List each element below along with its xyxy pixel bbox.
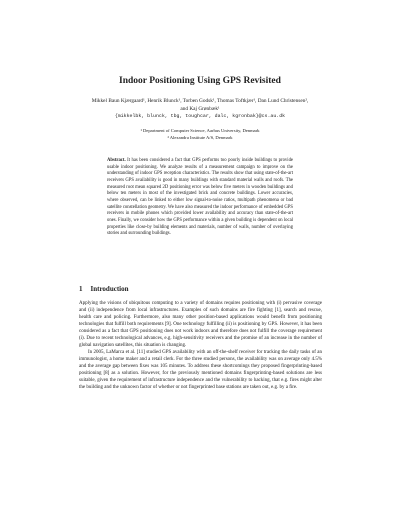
author-list: Mikkel Baun Kjærgaard¹, Henrik Blunck¹, Torben Godsk¹, Thomas Toftkjær¹, Dan Lund Christensen², and Kaj Grønbæk¹ — [91, 98, 309, 112]
affiliation-2: ² Alexandra Institute A/S, Denmark — [167, 134, 233, 140]
body-text — [79, 300, 322, 391]
paragraph: Applying the visions of ubiquitous computing to a variety of domains requires positioning with (i) pervasive coverage and (ii) independence from local infrastructures. Examples of such domains are fire fighting [1], search and rescue, health care and policing. Furthermore, also many other position-based applications would benefit from positioning technologies that fulfill both requirements [9]. One technology fulfilling (ii) is positioning by GPS. However, it has been considered as a fact that GPS positioning does not work indoors and therefore does not fulfill the coverage requirement (i). Due to recent technological advances, e.g. high-sensitivity receivers and the promise of an increase in the number of global navigation satellites, this situation is changing. — [79, 301, 322, 348]
author-emails: {mikkelbk, blunck, tbg, toughcar, dalc, kgronbak}@cs.au.dk — [114, 114, 286, 119]
paragraph: In 2005, LaMarca et al. [11] studied GPS availability with an off-the-shelf receiver for tracking the daily tasks of an immunologist, a home maker and a retail clerk. For the three studied persons, the availability was on average only 4.5% and the average gap between fixes was 105 minutes. To address these shortcomings they proposed fingerprinting-based positioning [8] as a solution. However, for the previously mentioned domains fingerprinting-based solutions are less suitable, given the requirement of infrastructure independence and the vulnerability to hacking, that e.g. fires might alter the building and the unknown factor of whether or not fingerprinted base stations are taken out, e.g. by a fire. — [79, 350, 322, 390]
affiliation-1: ¹ Department of Computer Science, Aarhus University, Denmark — [140, 128, 260, 133]
paper-title: Indoor Positioning Using GPS Revisited — [119, 76, 281, 86]
section-heading — [79, 285, 137, 293]
affiliations — [88, 128, 312, 141]
abstract — [107, 158, 293, 238]
abstract-text: It has been considered a fact that GPS performs too poorly inside buildings to provide usable indoor positioning. We analyze results of a measurement campaign to improve on the understanding of indoor GPS reception characteristics. The results show that using state-of-the-art receivers GPS availability is good in many buildings with standard material walls and roofs. The measured root mean squared 2D positioning error was below five meters in wooden buildings and below ten meters in most of the investigated brick and concrete buildings. Lower accuracies, where observed, can be linked to either low signal-to-noise ratios, multipath phenomena or bad satellite constellation geometry. We have also measured the indoor performance of embedded GPS receivers in mobile phones which provided lower availability and accuracy than state-of-the-art ones. Finally, we consider how the GPS performance within a given building is dependent on local properties like close-by building elements and materials, number of walls, number of overlaying stories and surrounding buildings. — [107, 158, 294, 237]
abstract-label: Abstract. — [107, 158, 126, 163]
section-title: Introduction — [90, 285, 129, 293]
section-number: 1 — [79, 285, 83, 293]
